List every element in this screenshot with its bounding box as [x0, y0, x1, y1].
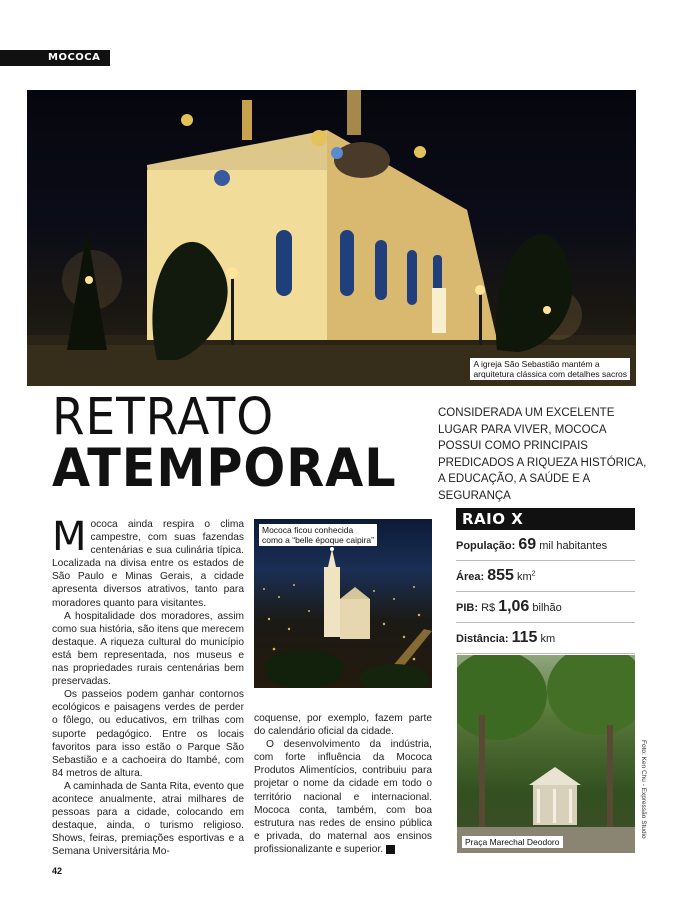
- body-paragraph: [254, 738, 432, 856]
- church-illustration: [27, 90, 636, 386]
- headline-line1: RETRATO: [52, 388, 275, 447]
- city-night-photo: [254, 519, 432, 688]
- stat-value: 115: [511, 629, 538, 646]
- stat-value: 69: [518, 536, 537, 553]
- stat-label: Área:: [456, 571, 485, 583]
- stat-pib: [456, 592, 635, 623]
- park-photo: [457, 655, 635, 853]
- hero-caption-line1: A igreja São Sebastião mantém a: [473, 359, 600, 369]
- photo-credit: [637, 740, 649, 840]
- stat-area: [456, 561, 635, 592]
- paragraph-text: ococa ainda respira o clima campestre, com suas fazendas centenárias e sua culinária típica. Localizada na divisa entre os estados de São Paulo e Minas Gerais, a cidade apresenta diversos atrativos, tanto para moradores quanto para visitantes.: [52, 519, 244, 609]
- section-tag: [0, 50, 110, 66]
- stat-label: PIB:: [456, 602, 478, 614]
- photo-credit-text: Foto: Ken Chu - Expressão Studio: [640, 740, 647, 839]
- park-illustration: [457, 655, 635, 853]
- body-paragraph: [52, 514, 244, 610]
- drop-cap: M: [52, 514, 87, 560]
- raio-x-box: [456, 508, 635, 654]
- stat-unit: km: [516, 571, 532, 583]
- body-paragraph: coquense, por exemplo, fazem parte do calendário oficial da cidade.: [254, 713, 432, 738]
- body-column-1: [52, 514, 244, 858]
- city-photo-caption: [259, 524, 377, 546]
- section-label: MOCOCA: [48, 52, 101, 63]
- stat-populacao: [456, 530, 635, 561]
- body-paragraph: A hospitalidade dos moradores, assim como sua história, são itens que merecem destaque. A riqueza cultural do município está bem representada, nos museus e nas propriedades rurais centenárias bem preservadas.: [52, 610, 244, 688]
- stat-unit-superscript: 2: [531, 570, 536, 578]
- stat-unit: km: [540, 633, 556, 645]
- raio-x-title: RAIO X: [456, 508, 635, 530]
- stat-unit: mil habitantes: [539, 540, 608, 552]
- stat-value: 1,06: [498, 598, 530, 615]
- body-paragraph: Os passeios podem ganhar contornos ecológicos e paisagens verdes de perder o fôlego, ou educativos, em trilhas com suporte pedagógico. Entre os locais favoritos para isso estão o Parque São Sebastião e a cachoeira do Itambé, com 84 metros de altura.: [52, 689, 244, 779]
- stat-unit: bilhão: [532, 602, 562, 614]
- park-photo-caption: Praça Marechal Deodoro: [462, 836, 563, 848]
- headline-line2: ATEMPORAL: [52, 438, 397, 499]
- stat-value: 855: [487, 567, 514, 584]
- city-caption-line2: como a “belle époque caipira”: [262, 535, 374, 545]
- hero-caption: [470, 358, 630, 380]
- hero-photo: [27, 90, 636, 386]
- end-mark-icon: F: [386, 845, 395, 854]
- paragraph-text: O desenvolvimento da indústria, com forte influência da Mococa Produtos Alimentícios, contribuiu para projetar o nome da cidade em todo o território nacional e internacional. Mococa conta, também, com boa estrutura nas redes de ensino pública e privada, do maternal aos ensinos profissionalizante e superior.: [254, 739, 432, 855]
- body-paragraph: A caminhada de Santa Rita, evento que acontece anualmente, atrai milhares de pessoas para a cidade, colocando em destaque, ainda, o turismo religioso. Shows, feiras, premiações esportivas e a Semana Universitária Mo-: [52, 780, 244, 858]
- body-column-2: [254, 712, 432, 856]
- stat-prefix: R$: [481, 602, 496, 614]
- stat-distancia: [456, 623, 635, 654]
- article-deck: CONSIDERADA UM EXCELENTE LUGAR PARA VIVER, MOCOCA POSSUI COMO PRINCIPAIS PREDICADOS A RIQUEZA HISTÓRICA, A EDUCAÇÃO, A SAÚDE E A SEGURANÇA: [438, 407, 647, 502]
- city-caption-line1: Mococa ficou conhecida: [262, 525, 354, 535]
- page-number: 42: [52, 866, 63, 876]
- stat-label: População:: [456, 540, 516, 552]
- stat-label: Distância:: [456, 633, 509, 645]
- hero-caption-line2: arquitetura clássica com detalhes sacros: [473, 369, 627, 379]
- article-headline: [52, 388, 412, 499]
